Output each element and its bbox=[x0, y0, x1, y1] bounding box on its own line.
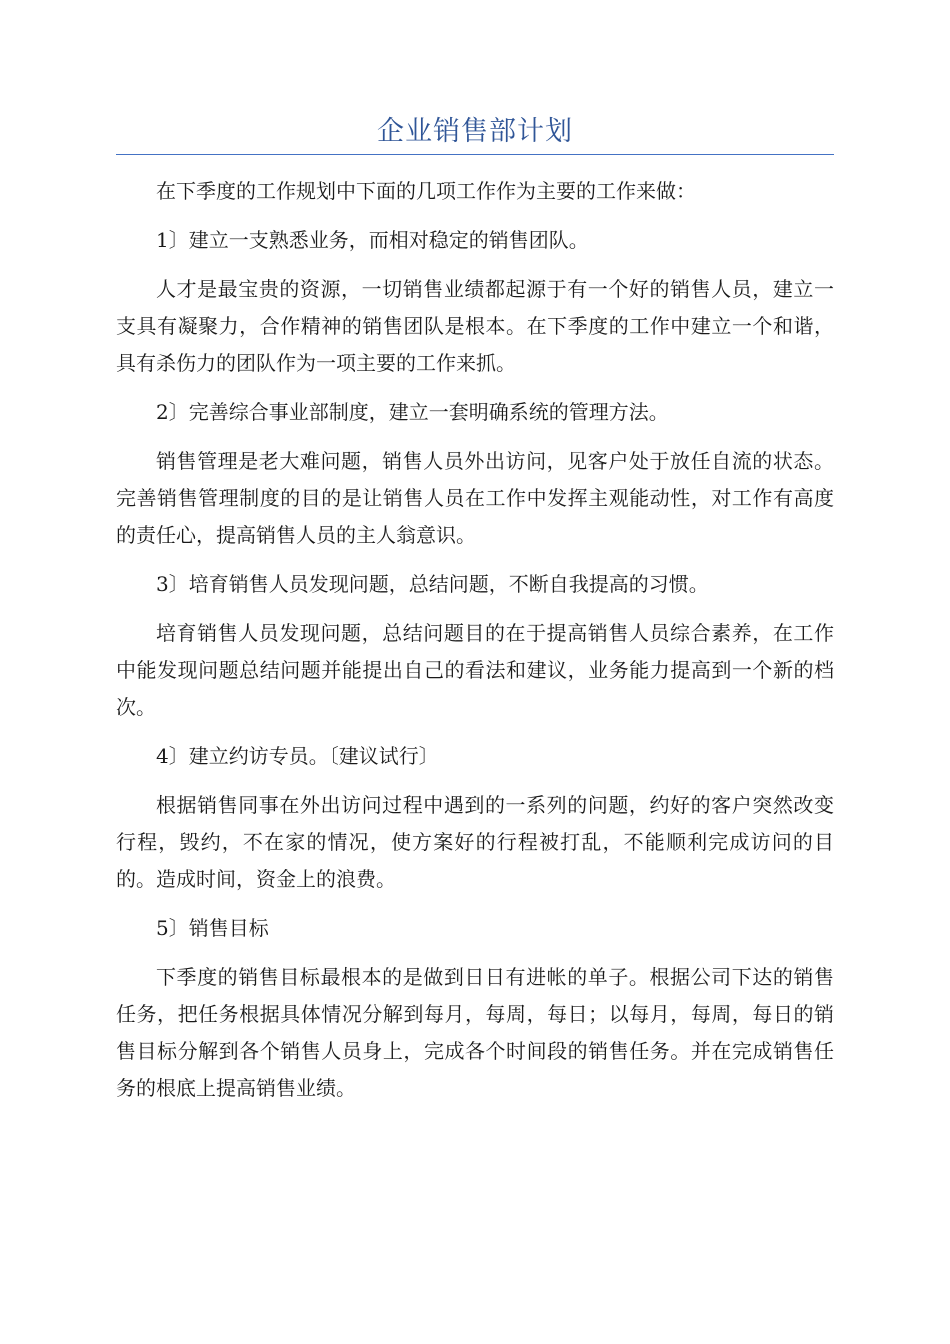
heading-item-2: 2〕完善综合事业部制度，建立一套明确系统的管理方法。 bbox=[156, 400, 669, 424]
paragraph-intro: 在下季度的工作规划中下面的几项工作作为主要的工作来做： bbox=[156, 179, 696, 203]
paragraph-item-1: 人才是最宝贵的资源，一切销售业绩都起源于有一个好的销售人员，建立一支具有凝聚力，合作精神的销售团队是根本。在下季度的工作中建立一个和谐，具有杀伤力的团队作为一项主要的工作来抓。 bbox=[116, 277, 834, 375]
heading-item-3: 3〕培育销售人员发现问题，总结问题，不断自我提高的习惯。 bbox=[156, 572, 709, 596]
title-underline bbox=[116, 154, 834, 155]
paragraph-item-3: 培育销售人员发现问题，总结问题目的在于提高销售人员综合素养，在工作中能发现问题总结问题并能提出自己的看法和建议，业务能力提高到一个新的档次。 bbox=[116, 621, 834, 719]
page-title: 企业销售部计划 bbox=[377, 116, 573, 147]
heading-item-5: 5〕销售目标 bbox=[156, 916, 269, 940]
paragraph-item-2: 销售管理是老大难问题，销售人员外出访问，见客户处于放任自流的状态。完善销售管理制度的目的是让销售人员在工作中发挥主观能动性，对工作有高度的责任心，提高销售人员的主人翁意识。 bbox=[116, 449, 834, 547]
paragraph-item-5: 下季度的销售目标最根本的是做到日日有进帐的单子。根据公司下达的销售任务，把任务根据具体情况分解到每月，每周，每日；以每月，每周，每日的销售目标分解到各个销售人员身上，完成各个时间段的销售任务。并在完成销售任务的根底上提高销售业绩。 bbox=[116, 965, 834, 1100]
heading-item-1: 1〕建立一支熟悉业务，而相对稳定的销售团队。 bbox=[156, 228, 589, 252]
paragraph-item-4: 根据销售同事在外出访问过程中遇到的一系列的问题，约好的客户突然改变行程，毁约，不在家的情况，使方案好的行程被打乱，不能顺利完成访问的目的。造成时间，资金上的浪费。 bbox=[116, 793, 834, 891]
heading-item-4: 4〕建立约访专员。〔建议试行〕 bbox=[156, 744, 439, 768]
document-body bbox=[116, 173, 834, 1119]
